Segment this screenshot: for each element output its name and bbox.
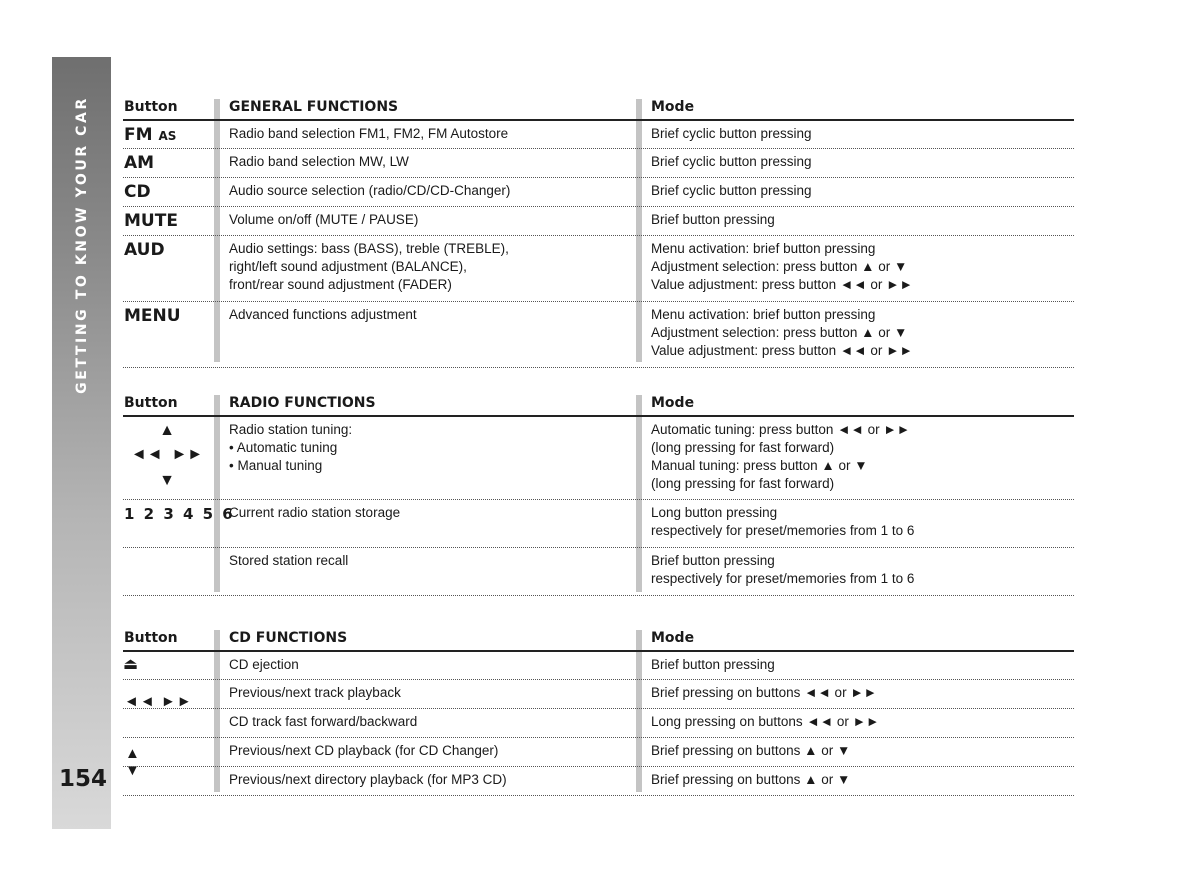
header-functions: GENERAL FUNCTIONS bbox=[229, 99, 399, 115]
mode-text: Menu activation: brief button pressing Adjustment selection: press button ▲ or ▼ Value adjustment: press button ◄◄ or ►► bbox=[651, 241, 913, 292]
mode-text: Brief pressing on buttons ◄◄ or ►► bbox=[651, 685, 878, 700]
cd-functions-table bbox=[123, 628, 1074, 796]
function-text: Radio station tuning: • Automatic tuning • Manual tuning bbox=[229, 422, 353, 473]
function-text: Audio settings: bass (BASS), treble (TREBLE), right/left sound adjustment (BALANCE), front/rear sound adjustment (FADER) bbox=[229, 241, 509, 292]
button-key: AM bbox=[124, 153, 155, 173]
function-text: Current radio station storage bbox=[229, 505, 401, 520]
mode-text: Brief cyclic button pressing bbox=[651, 183, 812, 198]
mode-text: Automatic tuning: press button ◄◄ or ►► (long pressing for fast forward) Manual tuning: press button ▲ or ▼ (long pressing for fast forward) bbox=[651, 422, 911, 491]
button-key: FM AS bbox=[124, 125, 177, 145]
table-header bbox=[123, 97, 1074, 121]
header-button: Button bbox=[124, 99, 178, 115]
table-row bbox=[123, 738, 1074, 767]
function-text: Previous/next directory playback (for MP3 CD) bbox=[229, 772, 507, 787]
mode-text: Brief button pressing respectively for preset/memories from 1 to 6 bbox=[651, 553, 915, 586]
table-row bbox=[123, 417, 1074, 500]
table-row bbox=[123, 178, 1074, 207]
function-text: Advanced functions adjustment bbox=[229, 307, 417, 322]
table-row bbox=[123, 680, 1074, 709]
radio-functions-table bbox=[123, 393, 1074, 596]
mode-text: Brief button pressing bbox=[651, 657, 775, 672]
side-title-wrapper bbox=[52, 96, 111, 394]
button-key: AUD bbox=[124, 240, 165, 260]
table-row bbox=[123, 236, 1074, 302]
track-skip-icon: ◄◄ ►► bbox=[124, 693, 193, 710]
header-button: Button bbox=[124, 395, 178, 411]
table-header bbox=[123, 628, 1074, 652]
header-functions: RADIO FUNCTIONS bbox=[229, 395, 376, 411]
function-text: Radio band selection MW, LW bbox=[229, 154, 409, 169]
function-text: Stored station recall bbox=[229, 553, 349, 568]
disc-down-icon: ▼ bbox=[125, 762, 140, 779]
side-title: GETTING TO KNOW YOUR CAR bbox=[73, 96, 90, 394]
table-row bbox=[123, 121, 1074, 149]
disc-up-icon: ▲ bbox=[125, 745, 140, 762]
button-key: MENU bbox=[124, 306, 181, 326]
button-key: MUTE bbox=[124, 211, 178, 231]
table-row bbox=[123, 149, 1074, 178]
eject-icon: ⏏ bbox=[123, 656, 139, 673]
table-row bbox=[123, 500, 1074, 548]
header-mode: Mode bbox=[651, 630, 695, 646]
function-text: CD track fast forward/backward bbox=[229, 714, 418, 729]
tuning-keypad-icon: ▲ ◄◄ ►► ▼ bbox=[130, 422, 204, 489]
function-text: Radio band selection FM1, FM2, FM Autostore bbox=[229, 126, 509, 141]
mode-text: Long pressing on buttons ◄◄ or ►► bbox=[651, 714, 880, 729]
mode-text: Brief button pressing bbox=[651, 212, 775, 227]
mode-text: Brief pressing on buttons ▲ or ▼ bbox=[651, 772, 851, 787]
button-key: CD bbox=[124, 182, 151, 202]
preset-keys: 1 2 3 4 5 6 bbox=[124, 505, 235, 523]
page-number: 154 bbox=[58, 766, 107, 792]
header-button: Button bbox=[124, 630, 178, 646]
function-text: CD ejection bbox=[229, 657, 299, 672]
mode-text: Brief cyclic button pressing bbox=[651, 154, 812, 169]
mode-text: Brief cyclic button pressing bbox=[651, 126, 812, 141]
function-text: Previous/next CD playback (for CD Changer) bbox=[229, 743, 499, 758]
mode-text: Long button pressing respectively for preset/memories from 1 to 6 bbox=[651, 505, 915, 538]
general-functions-table bbox=[123, 97, 1074, 368]
table-row bbox=[123, 548, 1074, 596]
mode-text: Brief pressing on buttons ▲ or ▼ bbox=[651, 743, 851, 758]
table-row bbox=[123, 302, 1074, 368]
function-text: Volume on/off (MUTE / PAUSE) bbox=[229, 212, 419, 227]
function-text: Previous/next track playback bbox=[229, 685, 401, 700]
table-header bbox=[123, 393, 1074, 417]
header-mode: Mode bbox=[651, 395, 695, 411]
table-row bbox=[123, 652, 1074, 680]
table-row bbox=[123, 709, 1074, 738]
table-row bbox=[123, 767, 1074, 796]
mode-text: Menu activation: brief button pressing Adjustment selection: press button ▲ or ▼ Value adjustment: press button ◄◄ or ►► bbox=[651, 307, 913, 358]
header-mode: Mode bbox=[651, 99, 695, 115]
function-text: Audio source selection (radio/CD/CD-Changer) bbox=[229, 183, 511, 198]
header-functions: CD FUNCTIONS bbox=[229, 630, 348, 646]
table-row bbox=[123, 207, 1074, 236]
